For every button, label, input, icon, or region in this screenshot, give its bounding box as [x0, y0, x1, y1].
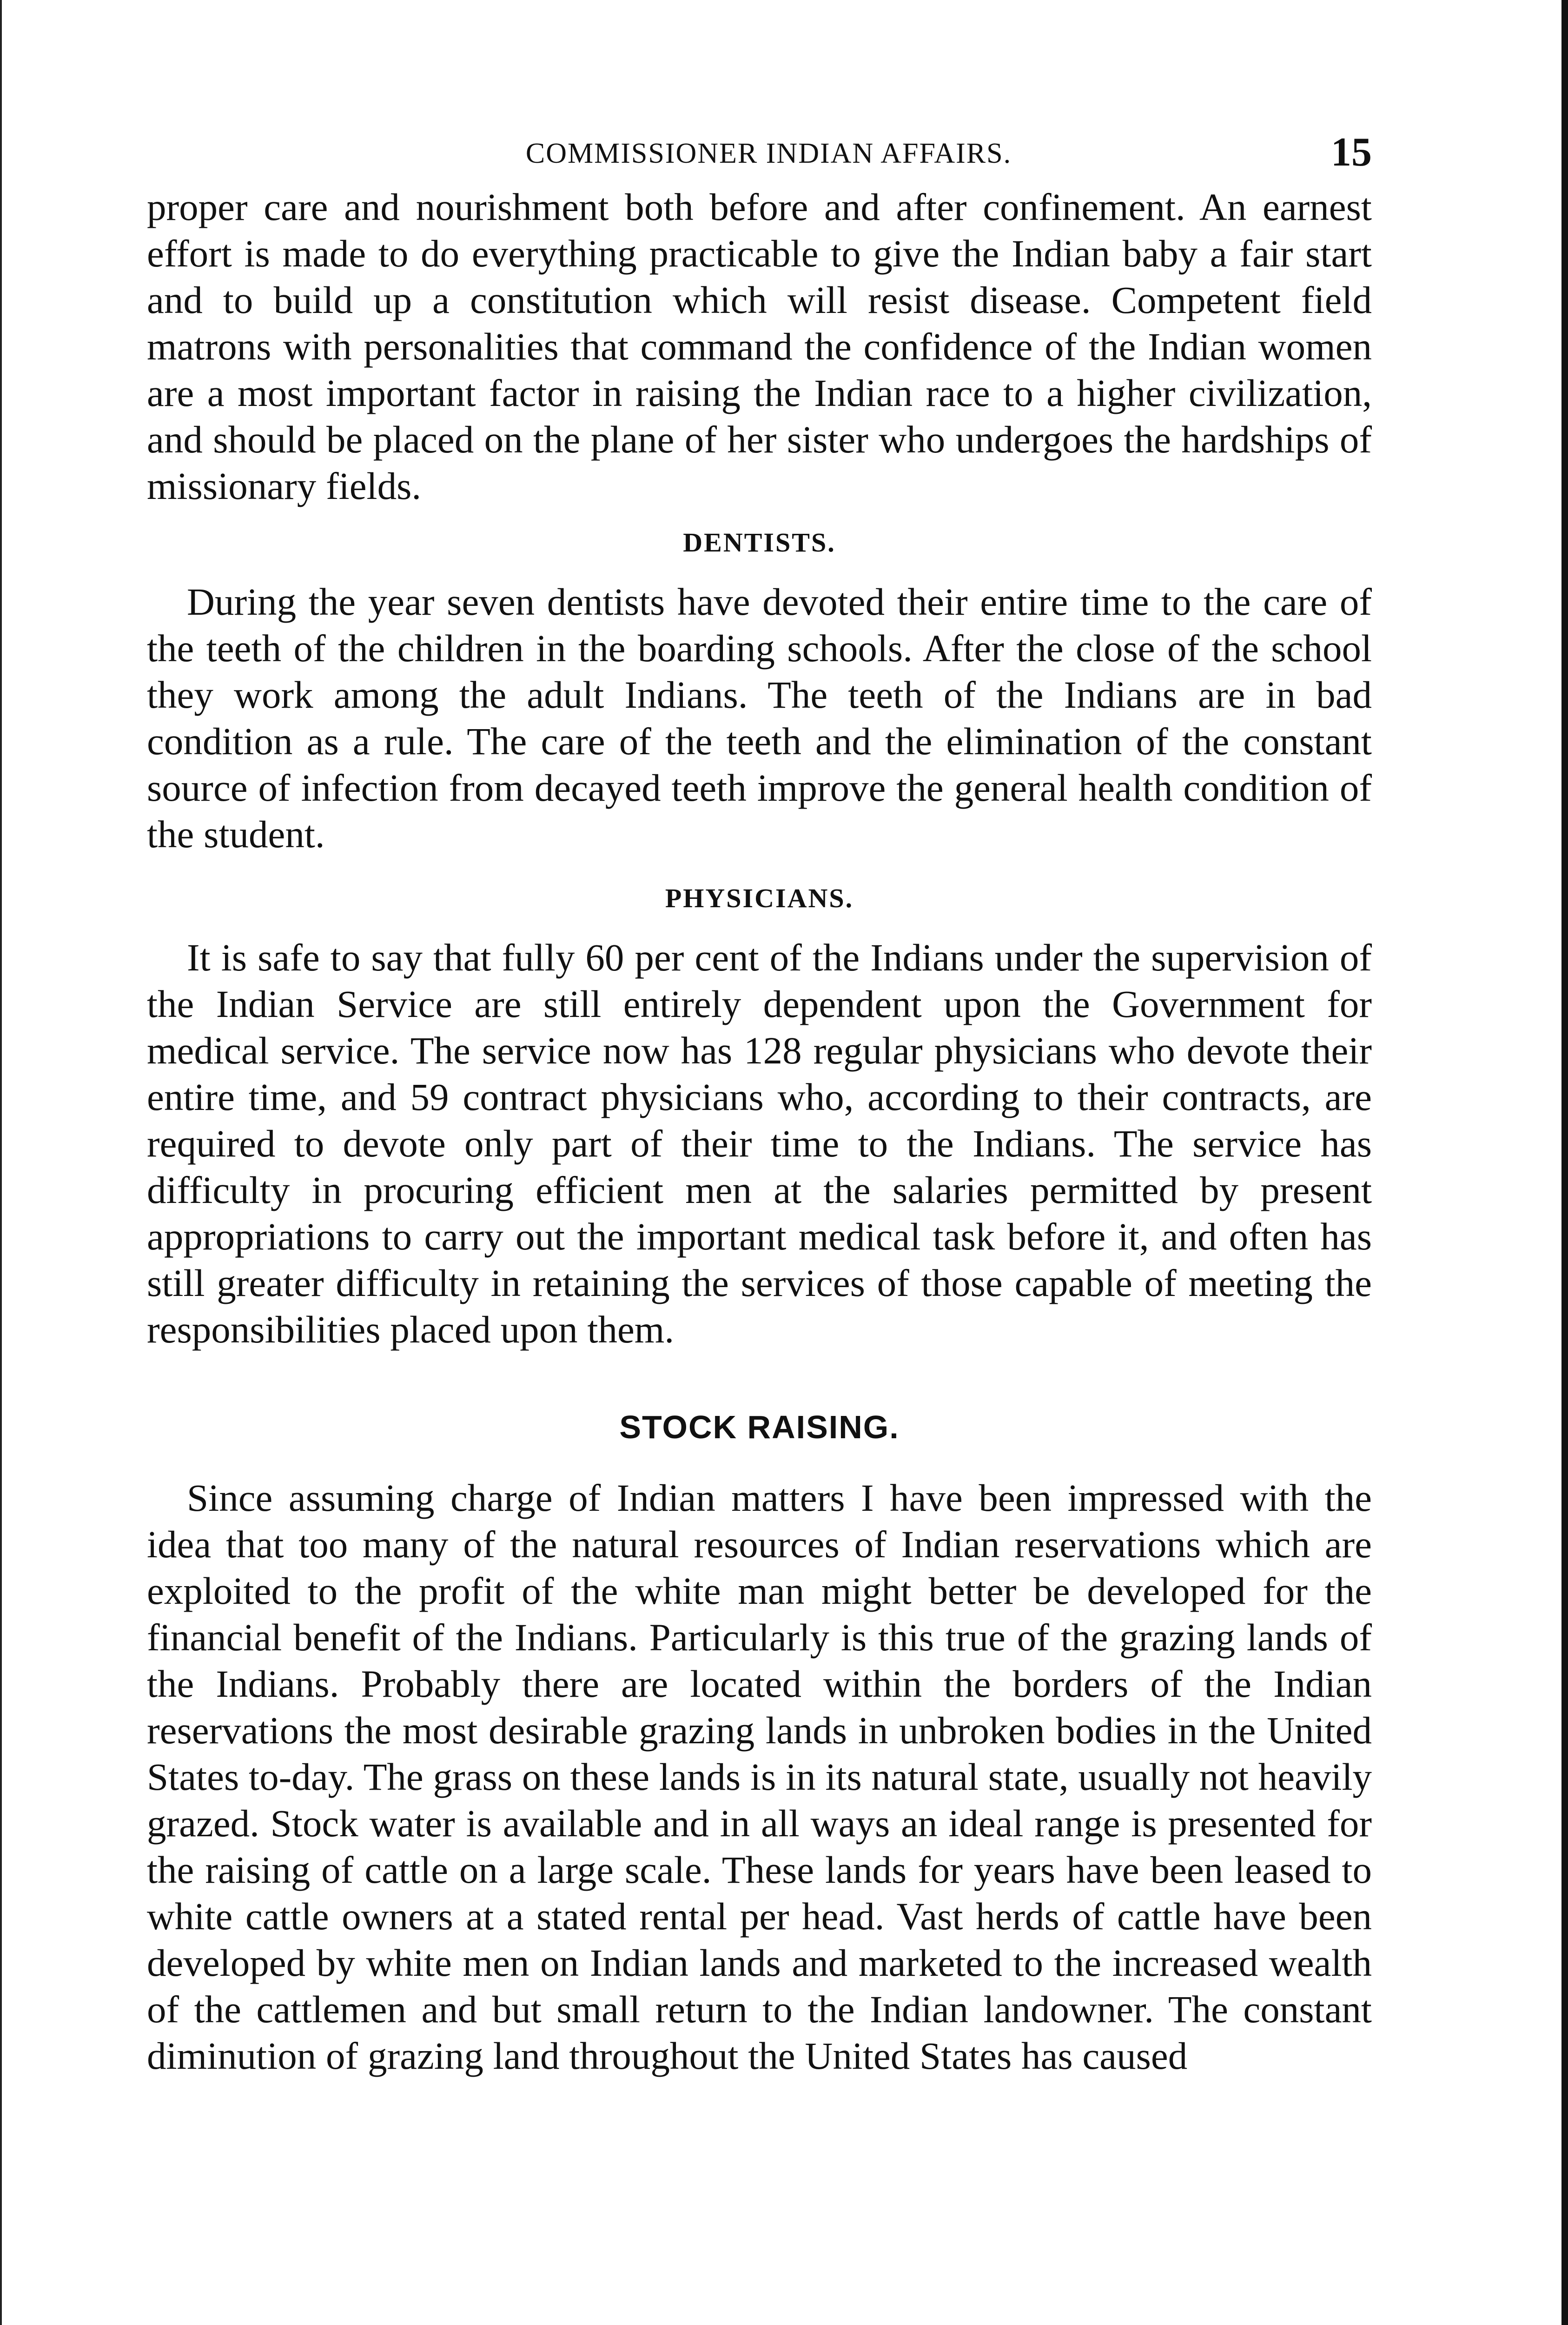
dentists-heading: DENTISTS.	[683, 527, 836, 558]
physicians-paragraph: It is safe to say that fully 60 per cent of the Indians under the supervision of the Indian Service are still entirely dependent upon the Government for medical service. The service now has 128 regular physicians who devote their entire time, and 59 contract physicians who, according to their contracts, are required to devote only part of their time to the Indians. The service has difficulty in procuring efficient men at the salaries permitted by present appropriations to carry out the important medical task before it, and often has still greater difficulty in retaining the services of those capable of meeting the responsibilities placed upon them.	[147, 936, 1372, 1351]
intro-paragraph: proper care and nourishment both before and after confinement. An earnest effort is made to do everything practicable to give the Indian baby a fair start and to build up a constitution which will resist disease. Competent field matrons with personalities that command the confidence of the Indian women are a most important factor in raising the Indian race to a higher civilization, and should be placed on the plane of her sister who undergoes the hardships of missionary fields.	[147, 186, 1372, 507]
stock-raising-heading: STOCK RAISING.	[619, 1409, 900, 1445]
running-title: COMMISSIONER INDIAN AFFAIRS.	[525, 138, 1012, 169]
document-page	[147, 123, 1372, 2079]
dentists-paragraph: During the year seven dentists have devoted their entire time to the care of the teeth of the children in the boarding schools. After the close of the school they work among the adult Indians. The teeth of the Indians are in bad condition as a rule. The care of the teeth and the elimination of the constant source of infection from decayed teeth improve the general health condition of the student.	[147, 580, 1372, 856]
running-head	[147, 123, 1372, 184]
physicians-heading: PHYSICIANS.	[665, 883, 854, 913]
page-number: 15	[1331, 130, 1372, 175]
stock-raising-paragraph: Since assuming charge of Indian matters I have been impressed with the idea that too many of the natural resources of Indian reservations which are exploited to the profit of the white man might better be developed for the financial benefit of the Indians. Particularly is this true of the grazing lands of the Indians. Probably there are located within the borders of the Indian reservations the most desirable grazing lands in unbroken bodies in the United States to-day. The grass on these lands is in its natural state, usually not heavily grazed. Stock water is available and in all ways an ideal range is presented for the raising of cattle on a large scale. These lands for years have been leased to white cattle owners at a stated rental per head. Vast herds of cattle have been developed by white men on Indian lands and marketed to the increased wealth of the cattlemen and but small return to the Indian landowner. The constant diminution of grazing land throughout the United States has caused	[147, 1476, 1372, 2077]
